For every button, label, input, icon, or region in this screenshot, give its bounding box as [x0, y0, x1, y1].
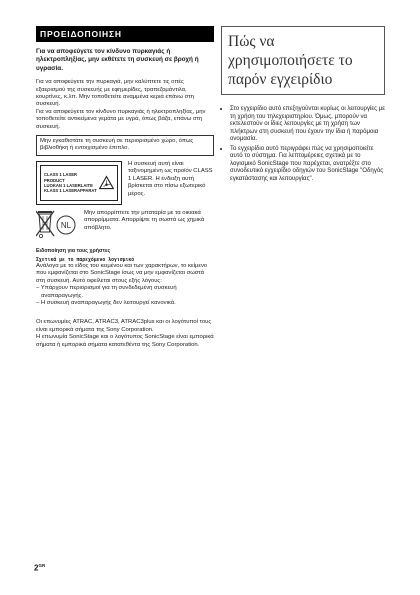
notice-header: Ειδοποίηση για τους χρήστες: [36, 247, 111, 254]
battery-section: [36, 210, 214, 240]
laser-label-line: CLASS 1 LASER PRODUCT: [44, 172, 78, 183]
laser-label-line: LUOKAN 1 LASERLAITE: [44, 182, 93, 188]
trademark-sonicstage: Η επωνυμία SonicStage και ο λογότυπος SonicStage είναι εμπορικά σήματα ή εμπορικά σήματα κατατεθέντα της Sony Corporation.: [36, 334, 214, 348]
bullet-item: • Στο εγχειρίδιο αυτό επεξηγούνται κυρίως οι λειτουργίες με τη χρήση του τηλεχειριστηρίου. Όμως, μπορούν να εκτελεστούν οι ίδιες λειτουργίες με τη χρήση των πλήκτρων στη συσκευή που έχουν την ίδια ή παρόμοια ονομασία.: [230, 105, 385, 143]
laser-label: [36, 161, 122, 205]
laser-description: Η συσκευή αυτή είναι ταξινομημένη ως προϊόν CLASS 1 LASER. Η ένδειξη αυτή βρίσκεται στο πίσω εξωτερικό μέρος.: [128, 160, 213, 197]
left-column: [36, 26, 214, 349]
fire-paragraph: Για να αποφεύγετε την πυρκαγιά, μην καλύπτετε τις οπές εξαερισμού της συσκευής με εφημερίδες, τραπεζομάντιλα, κουρτίνες, κ.λπ. Μην τοποθετείτε αναμμένα κεριά επάνω στη συσκευή.: [36, 79, 194, 108]
installation-note: Μην εγκαθιστάτε τη συσκευή σε περιορισμένο χώρο, όπως βιβλιοθήκη ή εντοιχισμένο έπιπλο.: [36, 135, 214, 156]
notice-item: – Υπάρχουν περιορισμοί για τη συνδεδεμένη συσκευή αναπαραγωγής.: [36, 285, 177, 299]
usage-bullets: [221, 105, 385, 182]
warning-header: ΠΡΟΕΙΔΟΠΟΙΗΣΗ: [36, 26, 214, 42]
laser-warning-icon: [99, 175, 114, 190]
crossed-bin-icon: [36, 210, 78, 240]
laser-label-line: KLASS 1 LASERAPPARAT: [44, 188, 97, 194]
warning-bold-text: Για να αποφεύγετε τον κίνδυνο πυρκαγιάς ή ηλεκτροπληξίας, μην εκθέτετε τη συσκευή σε βροχή ή υγρασία.: [36, 48, 199, 72]
language-code: GR: [38, 563, 46, 568]
notice-paragraph: Ανάλογα με το είδος του κειμένου και των χαρακτήρων, το κείμενο που εμφανίζεται στο SonicStage ίσως να μην εμφανίζεται σωστά στη συσκευή. Αυτό οφείλεται στους εξής λόγους:: [36, 262, 208, 284]
trademark-atrac: Οι επωνυμίες ATRAC, ATRAC3, ATRAC3plus και οι λογότυποί τους είναι εμπορικά σήματα της Sony Corporation.: [36, 319, 212, 333]
manual-title: Πώς να χρησιμοποιήσετε το παρόν εγχειρίδιο: [228, 33, 353, 88]
battery-text: Μην απορρίπτετε την μπαταρία με τα οικιακά απορρίμματα. Απορρίψτε τη σωστά ως χημικά απόβλητο.: [84, 209, 205, 231]
battery-nl-mark: NL: [60, 220, 72, 230]
notice-item: – Η συσκευή αναπαραγωγής δεν λειτουργεί κανονικά.: [36, 299, 176, 306]
notice-subheader: Σχετικά με το παρεχόμενο λογισμικό: [36, 257, 135, 263]
manual-title-box: [221, 26, 385, 95]
page-number: $2^{GR}$: [34, 563, 46, 573]
bullet-item: • Το εγχειρίδιο αυτό περιγράφει πώς να χρησιμοποιείτε αυτό το σύστημα. Για λεπτομέρειες σχετικά με το λογισμικό SonicStage που παρέχεται, ανατρέξτε στο συνοδευτικό εγχειρίδιο οδηγιών του SonicStage "Οδηγός εγκατάστασης και λειτουργίας".: [230, 145, 385, 183]
laser-section: [36, 161, 214, 205]
right-column: [221, 26, 385, 184]
shock-paragraph: Για να αποφεύγετε τον κίνδυνο πυρκαγιάς ή ηλεκτροπληξίας, μην τοποθετείτε αντικείμενα γεμάτα με υγρά, όπως βάζα, επάνω στη συσκευή.: [36, 108, 206, 130]
